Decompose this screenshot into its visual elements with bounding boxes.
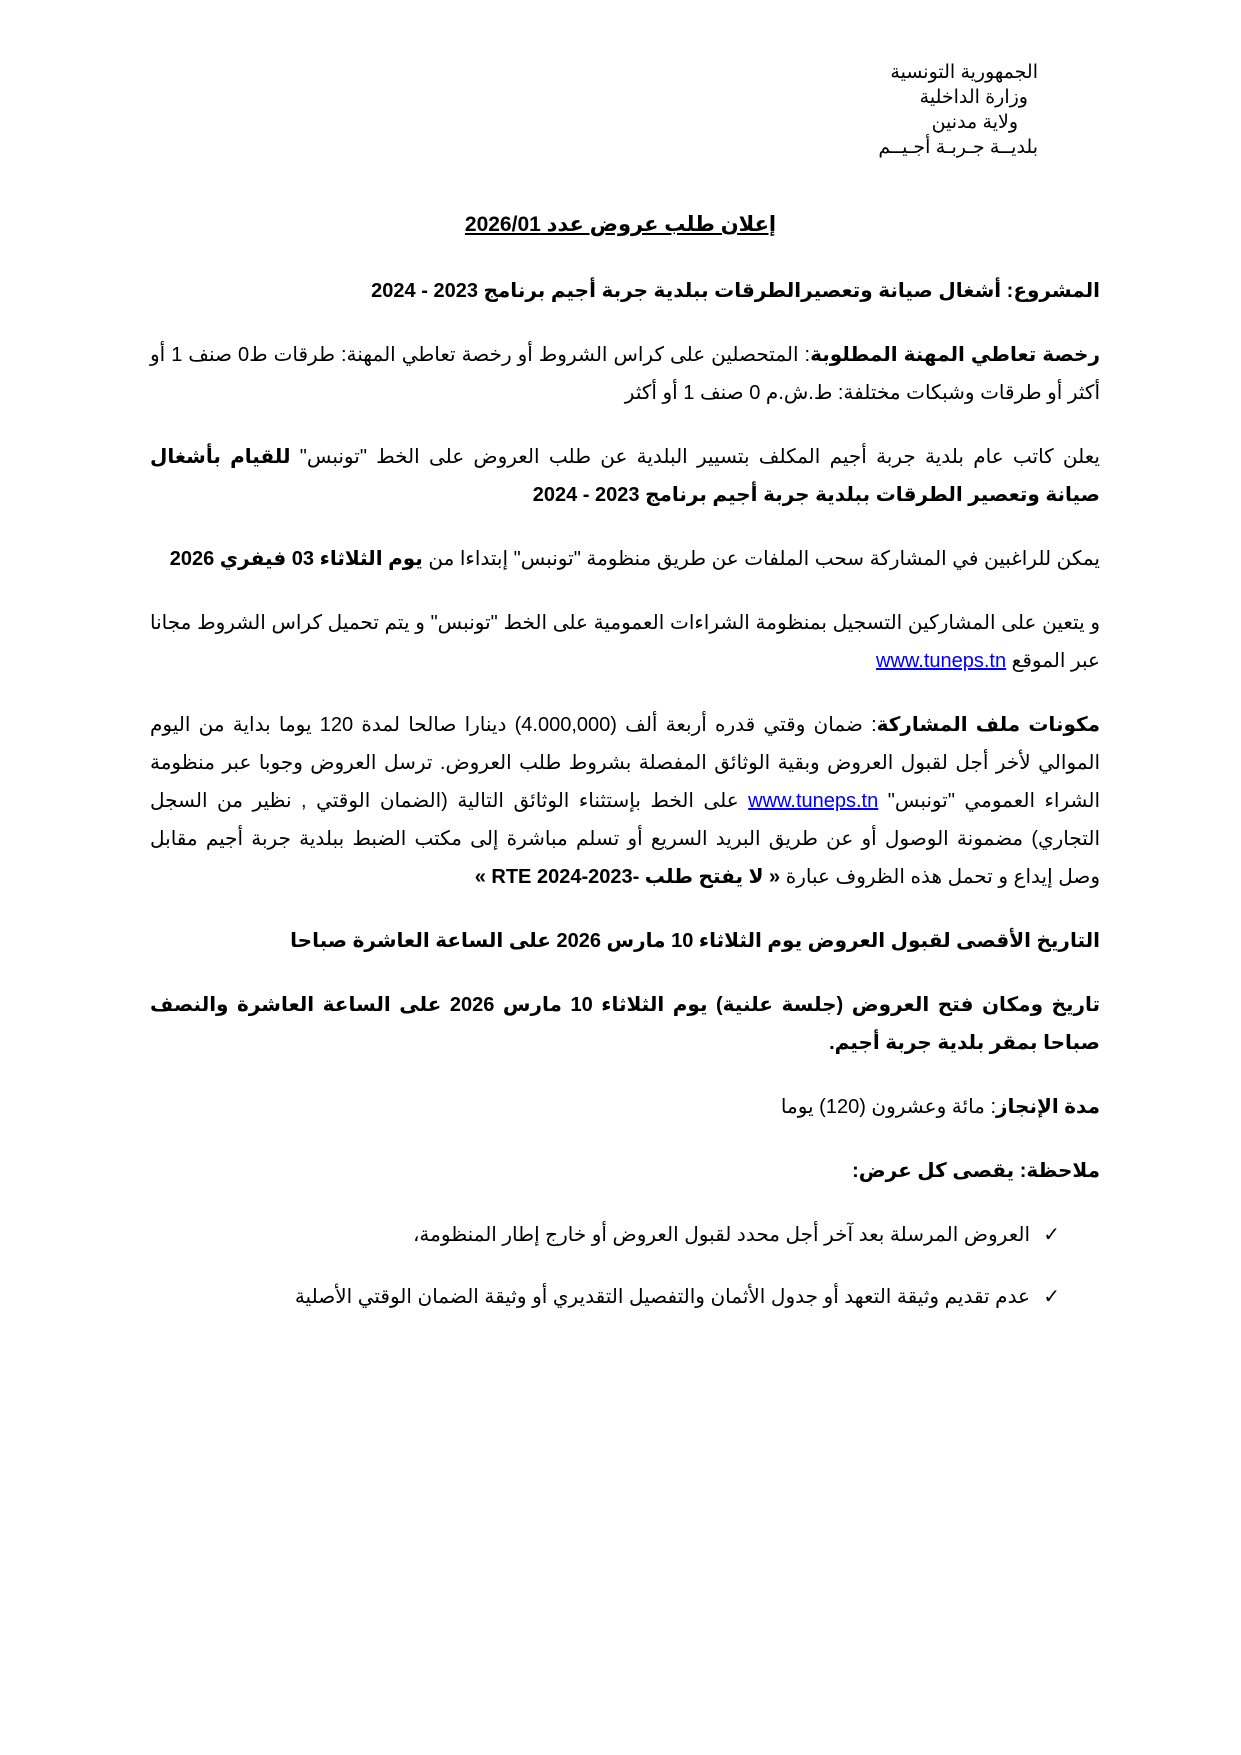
components-text-2: على الخط بإستثناء الوثائق التالية (الضمان الوقتي , نظير من السجل التجاري) مضمونة الوصول أو عن طريق البريد السريع أو تسلم مباشرة إلى مكتب الضبط ببلدية جربة أجيم مقابل وصل إيداع و تحمل هذه الظروف عبارة [150,790,1100,888]
header-municipality: بلديــة جـربـة أجـيــم [878,137,1038,158]
duration-text: : مائة وعشرون (120) يوما [780,1096,996,1118]
register-text: و يتعين على المشاركين التسجيل بمنظومة الشراءات العمومية على الخط "تونبس" و يتم تحميل كراس الشروط مجانا عبر الموقع [150,612,1100,672]
exclusion-list [150,1216,1100,1316]
checkmark-icon: ✓ [1043,1286,1060,1308]
deadline-paragraph: التاريخ الأقصى لقبول العروض يوم الثلاثاء 10 مارس 2026 على الساعة العاشرة صباحا [290,930,1100,952]
announcement-paragraph [150,438,1100,514]
announcement-text: يعلن كاتب عام بلدية جربة أجيم المكلف بتسيير البلدية عن طلب العروض على الخط "تونبس" [290,446,1100,468]
list-item-text: عدم تقديم وثيقة التعهد أو جدول الأثمان والتفصيل التقديري أو وثيقة الضمان الوقتي الأصلية [294,1286,1030,1308]
project-text: : أشغال صيانة وتعصيرالطرقات ببلدية جربة أجيم برنامج 2023 - 2024 [371,280,1014,302]
title-text: إعلان طلب عروض عدد 2026/01 [464,213,777,236]
document-body [150,272,1100,1340]
components-paragraph [150,706,1100,896]
duration-label: مدة الإنجاز [996,1096,1100,1118]
tuneps-link[interactable]: www.tuneps.tn [876,650,1007,672]
withdraw-date: يوم الثلاثاء 03 فيفري 2026 [169,548,423,570]
duration-paragraph [150,1088,1100,1126]
components-text-1: : ضمان وقتي قدره أربعة ألف (4.000,000) دينارا صالحا لمدة 120 يوما بداية من اليوم الموالي لأخر أجل لقبول العروض وبقية الوثائق المفصلة بشروط طلب العروض. ترسل العروض وجوبا عبر منظومة الشراء العمومي "تونبس" [150,714,1100,812]
document-title [0,212,1241,237]
license-text: : المتحصلين على كراس الشروط أو رخصة تعاطي المهنة: طرقات ط0 صنف 1 أو أكثر أو طرقات وشبكات مختلفة: ط.ش.م 0 صنف 1 أو أكثر [150,344,1100,404]
checkmark-icon: ✓ [1043,1224,1060,1246]
withdraw-text: يمكن للراغبين في المشاركة سحب الملفات عن طريق منظومة "تونبس" إبتداءا من [422,548,1100,570]
list-item [150,1278,1060,1316]
header-ministry: وزارة الداخلية [919,87,1028,108]
opening-paragraph: تاريخ ومكان فتح العروض (جلسة علنية) يوم الثلاثاء 10 مارس 2026 على الساعة العاشرة والنصف صباحا بمقر بلدية جربة أجيم. [150,994,1101,1054]
tuneps-link-2[interactable]: www.tuneps.tn [748,790,879,812]
list-item [150,1216,1060,1254]
header-governorate: ولاية مدنين [931,112,1018,133]
list-item-text: العروض المرسلة بعد آخر أجل محدد لقبول العروض أو خارج إطار المنظومة، [412,1224,1030,1246]
project-paragraph [150,272,1100,310]
project-label: المشروع [1013,280,1100,302]
register-paragraph [150,604,1100,680]
letterhead [878,60,1038,160]
header-republic: الجمهورية التونسية [890,62,1038,83]
envelope-marking: « لا يفتح طلب -RTE 2024-2023 » [474,866,781,888]
note-title: ملاحظة: يقصى كل عرض: [852,1160,1100,1182]
license-label: رخصة تعاطي المهنة المطلوبة [810,344,1100,366]
components-label: مكونات ملف المشاركة [876,714,1101,736]
license-paragraph [150,336,1100,412]
announcement-bold: للقيام بأشغال صيانة وتعصير الطرقات ببلدية جربة أجيم برنامج 2023 - 2024 [150,446,1100,506]
withdraw-paragraph [150,540,1100,578]
